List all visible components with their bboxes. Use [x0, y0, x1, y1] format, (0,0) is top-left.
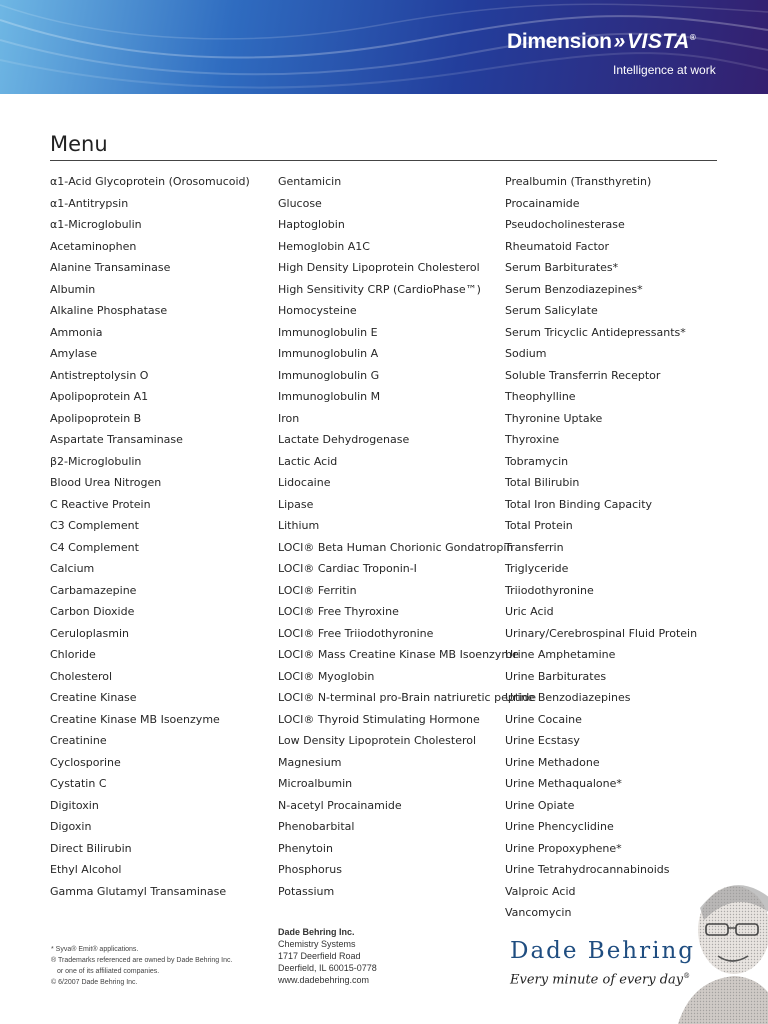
brand-slash-icon: » — [613, 30, 626, 53]
menu-item: Urinary/Cerebrospinal Fluid Protein — [505, 626, 698, 640]
footnote-line: * Syva® Emit® applications. — [51, 946, 139, 953]
tagline-mark: ® — [683, 972, 691, 980]
menu-item: Urine Methaqualone* — [505, 777, 622, 790]
menu-item: Immunoglobulin M — [278, 390, 381, 403]
menu-item: Alanine Transaminase — [50, 261, 171, 274]
menu-item: Carbon Dioxide — [50, 605, 135, 618]
menu-item: Phosphorus — [278, 863, 342, 876]
company-name: Dade Behring Inc. — [278, 927, 355, 937]
menu-item: Total Iron Binding Capacity — [505, 497, 653, 511]
title-divider — [50, 160, 717, 161]
menu-item: Tobramycin — [505, 454, 569, 468]
menu-item: Theophylline — [505, 390, 576, 403]
menu-item: Serum Tricyclic Antidepressants* — [505, 325, 686, 339]
menu-item: Urine Opiate — [505, 798, 575, 812]
tagline-text: Every minute of every day — [510, 972, 684, 988]
menu-item: Thyroxine — [505, 433, 560, 446]
menu-item: Pseudocholinesterase — [505, 218, 625, 231]
menu-column-3 — [505, 173, 697, 926]
menu-item: C Reactive Protein — [50, 497, 151, 511]
menu-item: Amylase — [50, 347, 98, 360]
menu-item: Valproic Acid — [505, 884, 576, 898]
menu-item: Soluble Transferrin Receptor — [505, 368, 661, 382]
menu-item: Chloride — [50, 648, 96, 661]
menu-item: Acetaminophen — [50, 239, 137, 253]
menu-item: Digitoxin — [50, 798, 99, 812]
menu-item: Ethyl Alcohol — [50, 863, 122, 876]
menu-item: Vancomycin — [505, 906, 572, 919]
menu-item: LOCI® Beta Human Chorionic Gondatropin — [278, 540, 514, 554]
menu-item: Gamma Glutamyl Transaminase — [50, 884, 227, 898]
menu-item: Procainamide — [505, 196, 580, 210]
menu-item: β2-Microglobulin — [50, 454, 142, 468]
menu-item: Glucose — [278, 196, 322, 210]
menu-item: Microalbumin — [278, 777, 353, 790]
menu-item: Antistreptolysin O — [50, 368, 149, 382]
menu-column-2 — [278, 173, 536, 904]
footnote-line: or one of its affiliated companies. — [57, 968, 160, 975]
menu-item: Urine Barbiturates — [505, 669, 607, 683]
menu-item: Digoxin — [50, 820, 92, 833]
address-line: Deerfield, IL 60015-0778 — [278, 963, 377, 973]
menu-item: High Density Lipoprotein Cholesterol — [278, 261, 480, 274]
menu-item: Apolipoprotein B — [50, 411, 142, 425]
dimension-vista-logo — [507, 30, 695, 54]
menu-item: LOCI® Myoglobin — [278, 669, 375, 683]
menu-item: Transferrin — [505, 540, 564, 554]
menu-item: C4 Complement — [50, 540, 139, 554]
portrait-image — [672, 868, 768, 1024]
footnote-line: ® Trademarks referenced are owned by Dade Behring Inc. — [51, 957, 233, 964]
menu-item: Low Density Lipoprotein Cholesterol — [278, 734, 477, 747]
menu-item: Rheumatoid Factor — [505, 239, 610, 253]
menu-item: Triglyceride — [505, 562, 569, 575]
menu-item: Homocysteine — [278, 304, 357, 317]
menu-item: Creatine Kinase — [50, 691, 137, 704]
menu-item: Ceruloplasmin — [50, 626, 129, 640]
menu-item: Serum Salicylate — [505, 304, 598, 317]
menu-column-1 — [50, 173, 250, 904]
address-line: Chemistry Systems — [278, 939, 356, 949]
menu-item: α1-Antitrypsin — [50, 196, 129, 210]
menu-item: Urine Phencyclidine — [505, 820, 614, 833]
menu-item: Urine Ecstasy — [505, 734, 580, 747]
menu-item: Thyronine Uptake — [505, 411, 603, 425]
menu-item: Urine Methadone — [505, 755, 600, 769]
menu-item: Lipase — [278, 497, 314, 511]
menu-item: Aspartate Transaminase — [50, 433, 183, 446]
menu-item: LOCI® Mass Creatine Kinase MB Isoenzyme — [278, 648, 519, 661]
menu-item: Immunoglobulin E — [278, 325, 378, 339]
menu-item: α1-Acid Glycoprotein (Orosomucoid) — [50, 175, 250, 188]
menu-item: Urine Propoxyphene* — [505, 841, 622, 855]
menu-item: α1-Microglobulin — [50, 218, 142, 231]
menu-item: High Sensitivity CRP (CardioPhase™) — [278, 282, 481, 296]
menu-item: Alkaline Phosphatase — [50, 304, 168, 317]
menu-item: Total Bilirubin — [505, 476, 580, 489]
menu-item: Lithium — [278, 519, 320, 532]
website-link[interactable]: www.dadebehring.com — [278, 975, 370, 985]
menu-item: LOCI® N-terminal pro-Brain natriuretic peptide — [278, 691, 536, 704]
footnote-line: © 6/2007 Dade Behring Inc. — [51, 979, 138, 986]
menu-item: LOCI® Ferritin — [278, 583, 357, 597]
menu-item: Immunoglobulin A — [278, 347, 379, 360]
menu-item: Albumin — [50, 282, 96, 296]
menu-item: Lactic Acid — [278, 454, 338, 468]
menu-item: Total Protein — [505, 519, 573, 532]
header-banner — [0, 0, 768, 94]
menu-item: Hemoglobin A1C — [278, 239, 370, 253]
menu-item: Cystatin C — [50, 777, 107, 790]
menu-item: Serum Benzodiazepines* — [505, 282, 643, 296]
dade-behring-logo: Dade Behring — [510, 938, 696, 964]
menu-item: Cyclosporine — [50, 755, 121, 769]
portrait-illustration — [672, 868, 768, 1024]
menu-item: C3 Complement — [50, 519, 139, 532]
brand-tagline: Intelligence at work — [613, 63, 716, 77]
menu-item: Urine Cocaine — [505, 712, 582, 726]
menu-item: Urine Benzodiazepines — [505, 691, 631, 704]
menu-item: Apolipoprotein A1 — [50, 390, 149, 403]
menu-item: Creatine Kinase MB Isoenzyme — [50, 712, 220, 726]
address-line: 1717 Deerfield Road — [278, 951, 361, 961]
menu-item: Haptoglobin — [278, 218, 345, 231]
menu-item: Carbamazepine — [50, 583, 137, 597]
menu-item: LOCI® Free Triiodothyronine — [278, 626, 434, 640]
menu-item: Gentamicin — [278, 175, 342, 188]
menu-item: Potassium — [278, 884, 335, 898]
footnotes — [51, 944, 232, 988]
menu-item: Lactate Dehydrogenase — [278, 433, 410, 446]
brand-name-left: Dimension — [507, 30, 612, 53]
dade-behring-tagline — [510, 972, 690, 987]
menu-item: LOCI® Cardiac Troponin-I — [278, 562, 417, 575]
page-title: Menu — [50, 132, 108, 156]
menu-item: Urine Tetrahydrocannabinoids — [505, 863, 670, 876]
menu-item: LOCI® Thyroid Stimulating Hormone — [278, 712, 480, 726]
brand-name-right: VISTA — [627, 30, 690, 53]
menu-item: Iron — [278, 411, 300, 425]
menu-item: LOCI® Free Thyroxine — [278, 605, 399, 618]
menu-item: Cholesterol — [50, 669, 113, 683]
menu-item: Phenytoin — [278, 841, 333, 855]
menu-item: Direct Bilirubin — [50, 841, 132, 855]
menu-item: Lidocaine — [278, 476, 331, 489]
menu-item: Triiodothyronine — [505, 583, 594, 597]
company-address — [278, 926, 377, 986]
menu-item: Immunoglobulin G — [278, 368, 380, 382]
menu-item: Sodium — [505, 347, 547, 360]
menu-item: Phenobarbital — [278, 820, 355, 833]
menu-item: Ammonia — [50, 325, 103, 339]
menu-item: Blood Urea Nitrogen — [50, 476, 162, 489]
menu-item: Serum Barbiturates* — [505, 261, 619, 274]
brand-trademark: ® — [689, 33, 696, 42]
menu-item: Uric Acid — [505, 605, 554, 618]
menu-item: Magnesium — [278, 755, 342, 769]
menu-item: Urine Amphetamine — [505, 648, 616, 661]
menu-item: N-acetyl Procainamide — [278, 798, 402, 812]
menu-item: Prealbumin (Transthyretin) — [505, 175, 652, 188]
menu-item: Calcium — [50, 562, 95, 575]
menu-item: Creatinine — [50, 734, 107, 747]
